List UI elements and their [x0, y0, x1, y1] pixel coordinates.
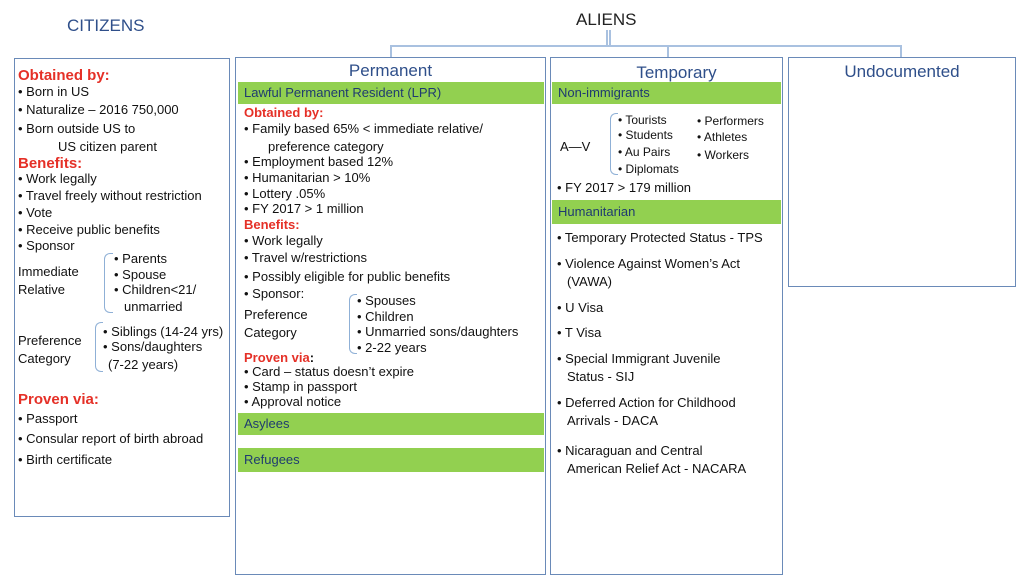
- citizens-title: CITIZENS: [67, 16, 145, 35]
- citizens-proven-item: • Consular report of birth abroad: [18, 431, 204, 446]
- sponsor-item: • Children: [357, 309, 414, 324]
- permanent-proven-colon: :: [309, 350, 315, 365]
- permanent-preference-label: Category: [244, 325, 297, 340]
- permanent-obtained-item: • FY 2017 > 1 million: [244, 201, 364, 216]
- humanitarian-item: • Temporary Protected Status - TPS: [557, 230, 763, 245]
- humanitarian-item: • Violence Against Women’s Act: [557, 256, 741, 271]
- connector-stem-2: [609, 30, 611, 45]
- visa-item: • Au Pairs: [618, 145, 671, 159]
- humanitarian-item: Status - SIJ: [567, 369, 635, 384]
- visa-item: • Performers: [697, 114, 764, 128]
- citizens-benefits-heading: Benefits:: [18, 155, 83, 172]
- citizens-obtained-item: US citizen parent: [58, 139, 157, 154]
- visa-item: • Students: [618, 128, 673, 142]
- av-label: A—V: [560, 139, 591, 154]
- permanent-obtained-heading: Obtained by:: [244, 105, 324, 120]
- permanent-preference-label: Preference: [244, 307, 308, 322]
- immediate-relative-label: Immediate: [18, 264, 79, 279]
- citizens-preference-label: Category: [18, 351, 71, 366]
- citizens-obtained-item: • Naturalize – 2016 750,000: [18, 102, 179, 117]
- asylees-band: Asylees: [238, 413, 544, 435]
- permanent-title: Permanent: [348, 61, 433, 80]
- sponsor-item: • 2-22 years: [357, 340, 427, 355]
- visa-brace: [610, 113, 618, 175]
- citizens-proven-item: • Birth certificate: [18, 452, 113, 467]
- permanent-proven-item: • Stamp in passport: [244, 379, 357, 394]
- connector-stem: [606, 30, 608, 45]
- citizens-preference-item: • Siblings (14-24 yrs): [103, 324, 224, 339]
- humanitarian-item: • T Visa: [557, 325, 602, 340]
- connector-horizontal: [390, 45, 901, 47]
- citizens-proven-heading: Proven via:: [18, 391, 99, 408]
- humanitarian-item: (VAWA): [567, 274, 613, 289]
- humanitarian-band: Humanitarian: [552, 200, 781, 224]
- preference-brace: [95, 322, 103, 372]
- citizens-obtained-item: • Born in US: [18, 84, 90, 99]
- citizens-preference-item: (7-22 years): [108, 357, 179, 372]
- citizens-preference-label: Preference: [18, 333, 82, 348]
- nonimmigrants-band: Non-immigrants: [552, 82, 781, 104]
- undocumented-box: [788, 57, 1016, 287]
- citizens-benefit-item: • Sponsor: [18, 238, 75, 253]
- immediate-item: • Spouse: [114, 267, 167, 282]
- sponsor-item: • Spouses: [357, 293, 416, 308]
- citizens-benefit-item: • Vote: [18, 205, 53, 220]
- connector-temporary: [667, 45, 669, 57]
- visa-item: • Diplomats: [618, 162, 679, 176]
- humanitarian-item: • Special Immigrant Juvenile: [557, 351, 721, 366]
- permanent-proven-heading-text: Proven via: [244, 350, 310, 365]
- citizens-benefit-item: • Travel freely without restriction: [18, 188, 202, 203]
- citizens-obtained-heading: Obtained by:: [18, 67, 110, 84]
- citizens-benefit-item: • Work legally: [18, 171, 97, 186]
- connector-permanent: [390, 45, 392, 57]
- immediate-item: unmarried: [124, 299, 183, 314]
- humanitarian-item: American Relief Act - NACARA: [567, 461, 747, 476]
- permanent-benefit-item: • Sponsor:: [244, 286, 305, 301]
- citizens-obtained-item: • Born outside US to: [18, 121, 136, 136]
- permanent-benefits-heading: Benefits:: [244, 217, 300, 232]
- immediate-relative-label: Relative: [18, 282, 65, 297]
- visa-item: • Workers: [697, 148, 749, 162]
- immediate-item: • Parents: [114, 251, 167, 266]
- humanitarian-item: Arrivals - DACA: [567, 413, 659, 428]
- undocumented-title: Undocumented: [844, 62, 960, 81]
- aliens-title: ALIENS: [576, 10, 637, 29]
- permanent-proven-item: • Card – status doesn’t expire: [244, 364, 415, 379]
- humanitarian-item: • U Visa: [557, 300, 604, 315]
- permanent-benefit-item: • Work legally: [244, 233, 323, 248]
- citizens-benefit-item: • Receive public benefits: [18, 222, 160, 237]
- immediate-item: • Children<21/: [114, 282, 197, 297]
- permanent-obtained-item: • Lottery .05%: [244, 186, 326, 201]
- lpr-band: Lawful Permanent Resident (LPR): [238, 82, 544, 104]
- visa-item: • Tourists: [618, 113, 667, 127]
- sponsor-item: • Unmarried sons/daughters: [357, 324, 519, 339]
- sponsor-brace: [349, 294, 357, 354]
- permanent-benefit-item: • Travel w/restrictions: [244, 250, 368, 265]
- immediate-brace: [104, 253, 113, 313]
- permanent-obtained-item: preference category: [268, 139, 384, 154]
- permanent-obtained-item: • Family based 65% < immediate relative/: [244, 121, 484, 136]
- permanent-benefit-item: • Possibly eligible for public benefits: [244, 269, 451, 284]
- fy-nonimmigrants: • FY 2017 > 179 million: [557, 180, 692, 195]
- citizens-preference-item: • Sons/daughters: [103, 339, 203, 354]
- permanent-proven-item: • Approval notice: [244, 394, 342, 409]
- temporary-title: Temporary: [636, 63, 717, 82]
- humanitarian-item: • Deferred Action for Childhood: [557, 395, 736, 410]
- citizens-proven-item: • Passport: [18, 411, 78, 426]
- visa-item: • Athletes: [697, 130, 748, 144]
- permanent-obtained-item: • Humanitarian > 10%: [244, 170, 371, 185]
- permanent-obtained-item: • Employment based 12%: [244, 154, 394, 169]
- connector-undocumented: [900, 45, 902, 57]
- humanitarian-item: • Nicaraguan and Central: [557, 443, 703, 458]
- refugees-band: Refugees: [238, 448, 544, 472]
